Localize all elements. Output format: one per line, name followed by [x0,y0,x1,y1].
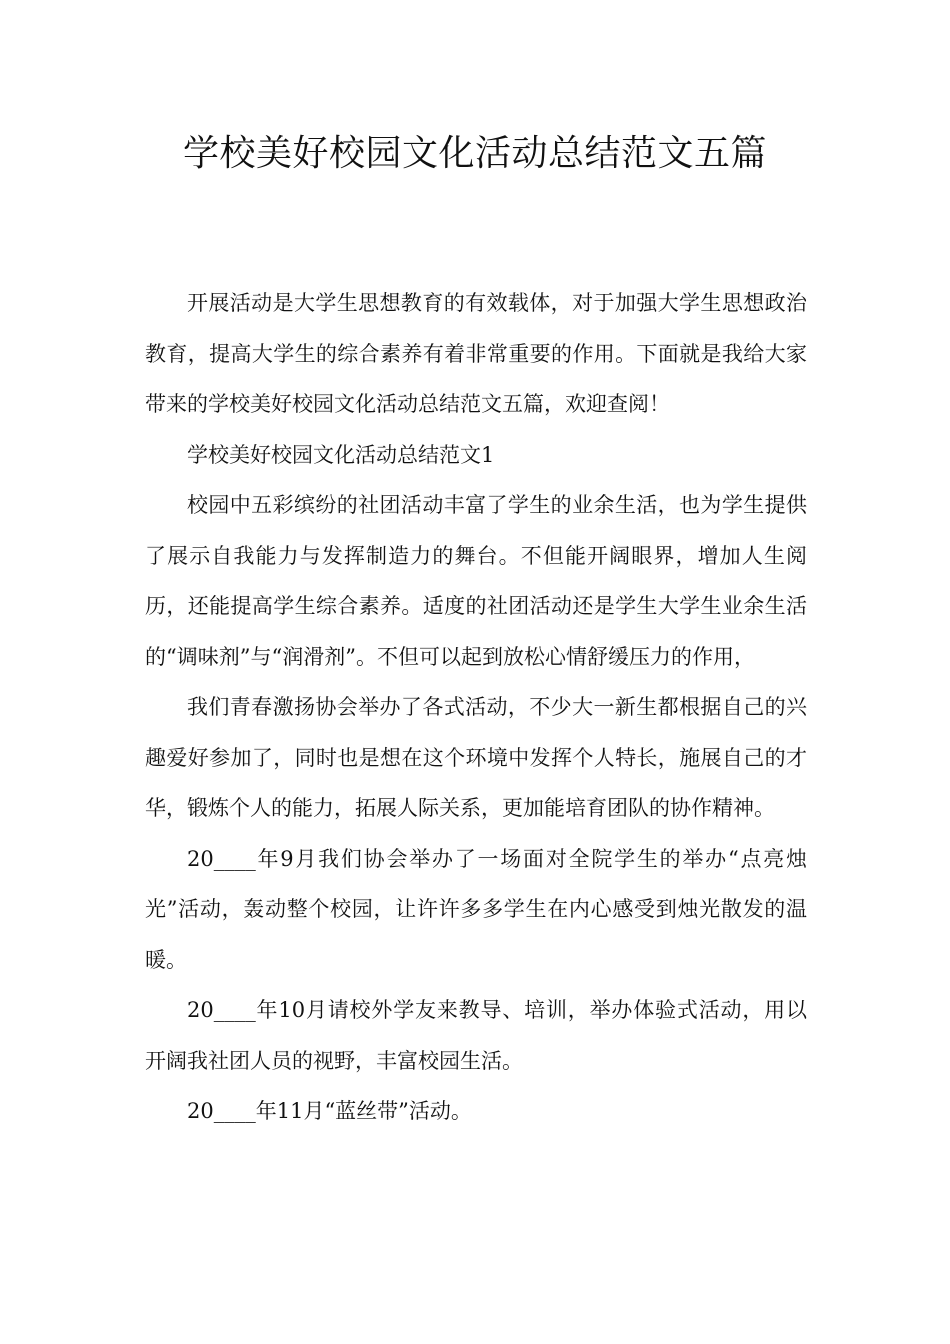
paragraph-association: 我们青春激扬协会举办了各式活动，不少大一新生都根据自己的兴趣爱好参加了，同时也是想在这个环境中发挥个人特长，施展自己的才华，锻炼个人的能力，拓展人际关系，更加能培育团队的协作精神。 [145,695,807,820]
paragraph-october: 20____年10月请校外学友来教导、培训，举办体验式活动，用以开阔我社团人员的视野，丰富校园生活。 [145,998,807,1073]
paragraph-november: 20____年11月“蓝丝带”活动。 [187,1099,472,1123]
document-title: 学校美好校园文化活动总结范文五篇 [182,133,767,174]
document-body [145,278,807,1137]
paragraph-intro: 开展活动是大学生思想教育的有效载体，对于加强大学生思想政治教育，提高大学生的综合素养有着非常重要的作用。下面就是我给大家带来的学校美好校园文化活动总结范文五篇，欢迎查阅！ [145,291,807,416]
paragraph-september: 20____年9月我们协会举办了一场面对全院学生的举办“点亮烛光”活动，轰动整个校园，让许许多多学生在内心感受到烛光散发的温暖。 [145,846,807,972]
section-heading-1: 学校美好校园文化活动总结范文1 [187,442,495,467]
paragraph-club-activities: 校园中五彩缤纷的社团活动丰富了学生的业余生活，也为学生提供了展示自我能力与发挥制造力的舞台。不但能开阔眼界，增加人生阅历，还能提高学生综合素养。适度的社团活动还是学生大学生业余生活的“调味剂”与“润滑剂”。不但可以起到放松心情舒缓压力的作用， [145,493,807,669]
